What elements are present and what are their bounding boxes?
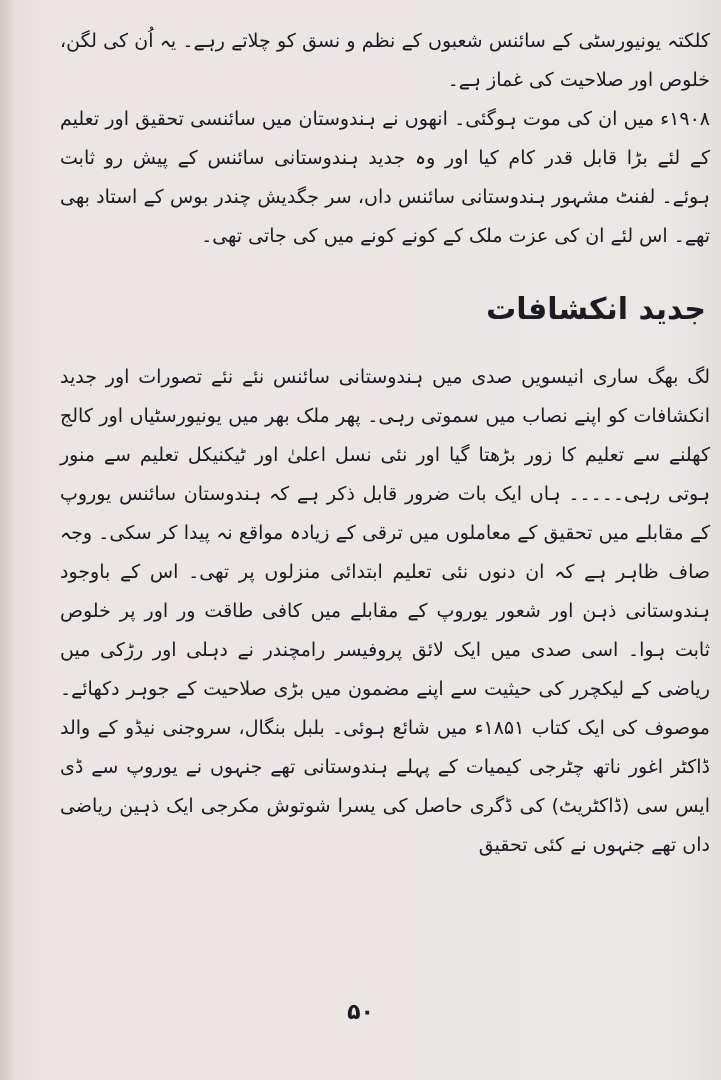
paragraph-2: ۱۹۰۸ء میں ان کی موت ہوگئی۔ انھوں نے ہندوستان میں سائنسی تحقیق اور تعلیم کے لئے بڑا قابل قدر کام کیا اور وہ جدید ہندوستانی سائنس کے پیش رو ثابت ہوئے۔ لفنٹ مشہور ہندوستانی سائنس داں، سر جگدیش چندر بوس کے استاد بھی تھے۔ اس لئے ان کی عزت ملک کے کونے کونے میں کی جاتی تھی۔ [60, 108, 710, 247]
paragraph-1: کلکتہ یونیورسٹی کے سائنس شعبوں کے نظم و نسق کو چلاتے رہے۔ یہ اُن کی لگن، خلوص اور صلاحیت کی غماز ہے۔ [60, 30, 710, 91]
page-text-block [60, 22, 710, 865]
paragraph-3: لگ بھگ ساری انیسویں صدی میں ہندوستانی سائنس نئے نئے تصورات اور جدید انکشافات کو اپنے نصاب میں سموتی رہی۔ پھر ملک بھر میں یونیورسٹیاں اور کالج کھلنے سے تعلیم کا زور بڑھتا گیا اور نئی نسل اعلیٰ اور ٹیکنیکل تعلیم سے منور ہوتی رہی۔۔۔۔۔ ہاں ایک بات ضرور قابل ذکر ہے کہ ہندوستان سائنس یوروپ کے مقابلے میں تحقیق کے معاملوں میں ترقی کے زیادہ مواقع نہ پیدا کر سکی۔ وجہ صاف ظاہر ہے کہ ان دنوں نئی تعلیم ابتدائی منزلوں پر تھی۔ اس کے باوجود ہندوستانی ذہن اور شعور یوروپ کے مقابلے میں کافی طاقت ور اور پر خلوص ثابت ہوا۔ اسی صدی میں ایک لائق پروفیسر رامچندر نے دہلی اور رڑکی میں ریاضی کے لیکچرر کی حیثیت سے اپنے مضمون میں بڑی صلاحیت کے جوہر دکھائے۔ موصوف کی ایک کتاب ۱۸۵۱ء میں شائع ہوئی۔ بلبل بنگال، سروجنی نیڈو کے والد ڈاکٹر اغور ناتھ چٹرجی کیمیات کے پہلے ہندوستانی تھے جنہوں نے یوروپ سے ڈی ایس سی (ڈاکٹریٹ) کی ڈگری حاصل کی یسرا شوتوش مکرجی ایک ذہین ریاضی داں تھے جنہوں نے کئی تحقیق [60, 366, 710, 856]
page-number: ۵۰ [347, 1000, 374, 1025]
page-gutter-shadow [0, 0, 16, 1080]
section-heading: جدید انکشافات [486, 292, 706, 327]
